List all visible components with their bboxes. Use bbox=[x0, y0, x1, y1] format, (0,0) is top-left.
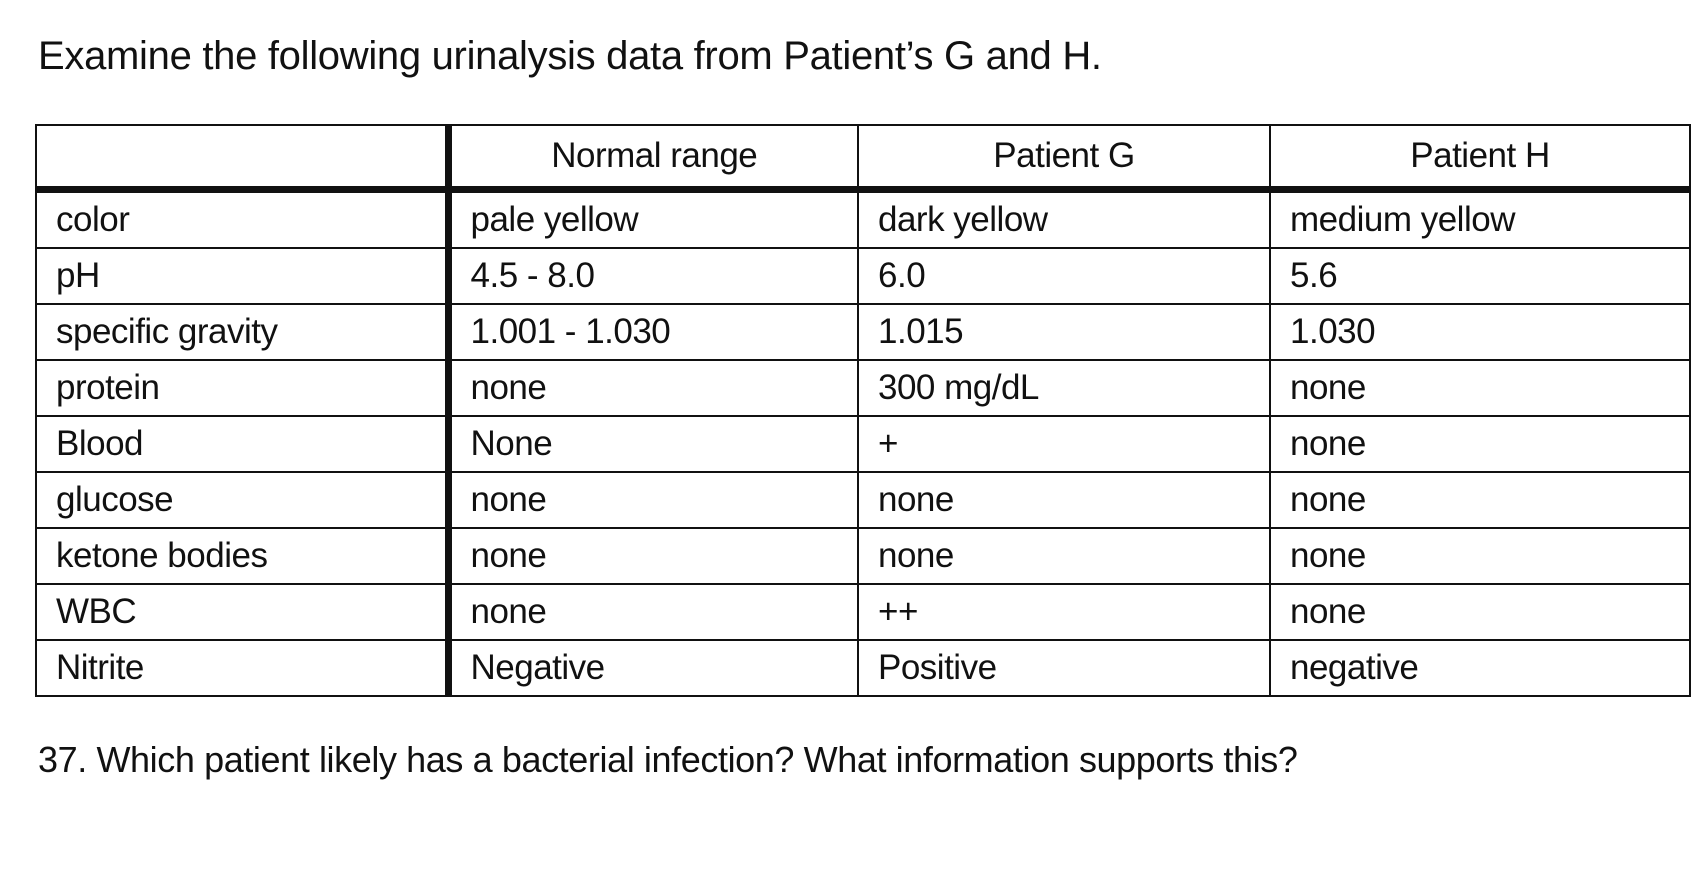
patient-g-cell: none bbox=[858, 472, 1270, 528]
patient-g-cell: 300 mg/dL bbox=[858, 360, 1270, 416]
patient-g-cell: ++ bbox=[858, 584, 1270, 640]
row-label-cell: Nitrite bbox=[36, 640, 448, 696]
row-label-cell: ketone bodies bbox=[36, 528, 448, 584]
normal-range-cell: 1.001 - 1.030 bbox=[448, 304, 858, 360]
normal-range-cell: none bbox=[448, 584, 858, 640]
table-row bbox=[36, 190, 1690, 249]
normal-range-cell: 4.5 - 8.0 bbox=[448, 248, 858, 304]
patient-h-cell: none bbox=[1270, 416, 1690, 472]
patient-h-cell: medium yellow bbox=[1270, 190, 1690, 249]
table-row bbox=[36, 416, 1690, 472]
patient-g-cell: 1.015 bbox=[858, 304, 1270, 360]
patient-h-cell: none bbox=[1270, 528, 1690, 584]
patient-g-cell: + bbox=[858, 416, 1270, 472]
header-patient-g: Patient G bbox=[858, 125, 1270, 190]
patient-g-cell: 6.0 bbox=[858, 248, 1270, 304]
row-label-cell: specific gravity bbox=[36, 304, 448, 360]
row-label-cell: WBC bbox=[36, 584, 448, 640]
table-row bbox=[36, 528, 1690, 584]
patient-h-cell: 5.6 bbox=[1270, 248, 1690, 304]
row-label-cell: Blood bbox=[36, 416, 448, 472]
normal-range-cell: none bbox=[448, 528, 858, 584]
patient-h-cell: 1.030 bbox=[1270, 304, 1690, 360]
table-row bbox=[36, 304, 1690, 360]
patient-h-cell: none bbox=[1270, 472, 1690, 528]
normal-range-cell: pale yellow bbox=[448, 190, 858, 249]
normal-range-cell: none bbox=[448, 472, 858, 528]
row-label-cell: glucose bbox=[36, 472, 448, 528]
row-label-cell: protein bbox=[36, 360, 448, 416]
row-label-cell: pH bbox=[36, 248, 448, 304]
patient-g-cell: none bbox=[858, 528, 1270, 584]
patient-h-cell: none bbox=[1270, 360, 1690, 416]
patient-h-cell: negative bbox=[1270, 640, 1690, 696]
urinalysis-table bbox=[35, 124, 1691, 697]
header-patient-h: Patient H bbox=[1270, 125, 1690, 190]
table-header-row bbox=[36, 125, 1690, 190]
row-label-cell: color bbox=[36, 190, 448, 249]
normal-range-cell: Negative bbox=[448, 640, 858, 696]
normal-range-cell: none bbox=[448, 360, 858, 416]
question-text: 37. Which patient likely has a bacterial infection? What information supports this? bbox=[38, 739, 1298, 780]
patient-g-cell: dark yellow bbox=[858, 190, 1270, 249]
table-row bbox=[36, 472, 1690, 528]
header-corner-cell bbox=[36, 125, 448, 190]
normal-range-cell: None bbox=[448, 416, 858, 472]
table-row bbox=[36, 640, 1690, 696]
table-row bbox=[36, 248, 1690, 304]
table-row bbox=[36, 360, 1690, 416]
patient-g-cell: Positive bbox=[858, 640, 1270, 696]
header-normal-range: Normal range bbox=[448, 125, 858, 190]
table-row bbox=[36, 584, 1690, 640]
patient-h-cell: none bbox=[1270, 584, 1690, 640]
intro-text: Examine the following urinalysis data from Patient’s G and H. bbox=[38, 34, 1102, 78]
